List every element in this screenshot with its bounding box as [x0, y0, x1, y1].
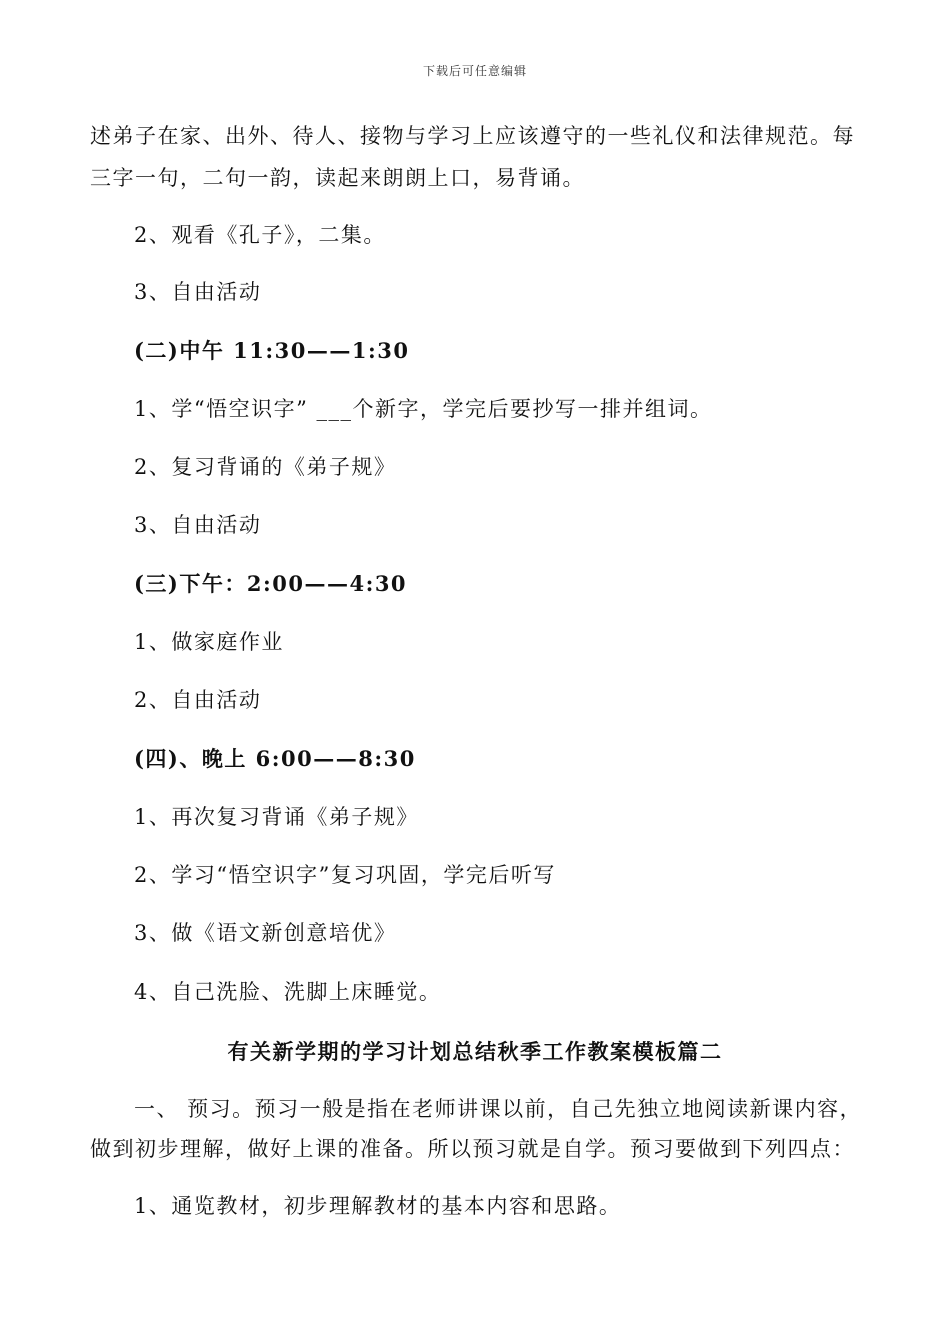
- list-item: 1、通览教材，初步理解教材的基本内容和思路。: [134, 1194, 622, 1218]
- list-item: 2、学习“悟空识字”复习巩固，学完后听写: [134, 863, 556, 887]
- list-item: 3、自由活动: [134, 280, 262, 304]
- list-item: 1、做家庭作业: [134, 630, 284, 654]
- paragraph-line-1: 一、 预习。预习一般是指在老师讲课以前，自己先独立地阅读新课内容，: [134, 1097, 863, 1121]
- section-heading-evening: (四)、晚上 6:00——8:30: [134, 746, 416, 771]
- paragraph-line-2: 做到初步理解，做好上课的准备。所以预习就是自学。预习要做到下列四点：: [90, 1137, 855, 1161]
- list-item: 1、再次复习背诵《弟子规》: [134, 805, 419, 829]
- section-heading-noon: (二)中午 11:30——1:30: [134, 338, 410, 363]
- section-title: 有关新学期的学习计划总结秋季工作教案模板篇二: [227, 1039, 723, 1064]
- page-header: 下载后可任意编辑: [422, 64, 527, 78]
- list-item: 1、学“悟空识字” ___个新字，学完后要抄写一排并组词。: [134, 397, 713, 421]
- list-item: 3、做《语文新创意培优》: [134, 921, 397, 945]
- intro-paragraph-line-1: 述弟子在家、出外、待人、接物与学习上应该遵守的一些礼仪和法律规范。每: [90, 124, 855, 148]
- section-heading-afternoon: (三)下午：2:00——4:30: [134, 571, 408, 596]
- list-item: 4、自己洗脸、洗脚上床睡觉。: [134, 980, 442, 1004]
- list-item: 2、观看《孔子》，二集。: [134, 223, 386, 247]
- list-item: 2、复习背诵的《弟子规》: [134, 455, 397, 479]
- intro-paragraph-line-2: 三字一句，二句一韵，读起来朗朗上口，易背诵。: [90, 166, 585, 190]
- list-item: 3、自由活动: [134, 513, 262, 537]
- list-item: 2、自由活动: [134, 688, 262, 712]
